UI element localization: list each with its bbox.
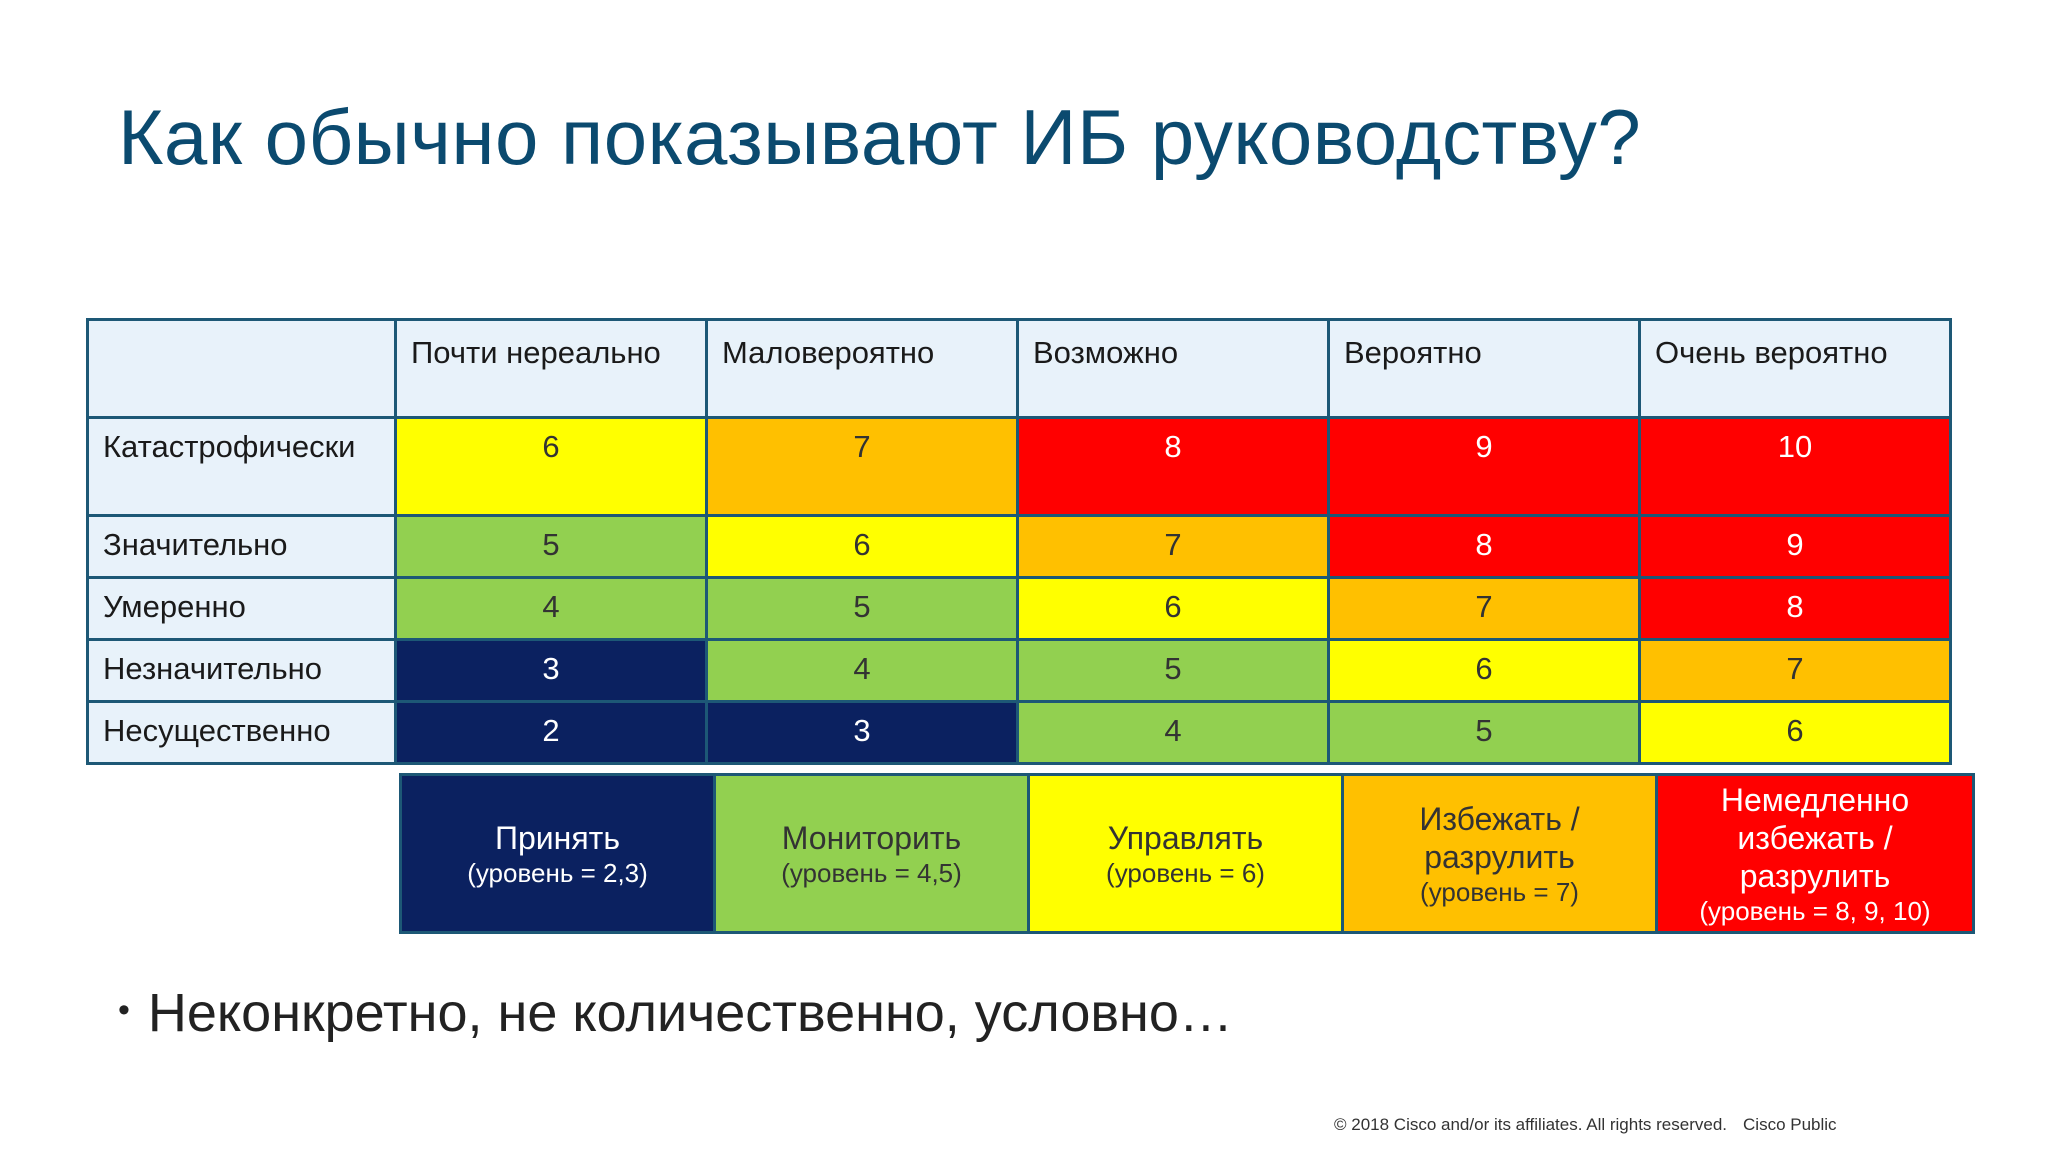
risk-cell: 7 — [1640, 640, 1951, 702]
matrix-row — [88, 516, 1951, 578]
column-header: Маловероятно — [707, 320, 1018, 418]
legend-label: Избежать / разрулить — [1419, 800, 1580, 875]
classification-text: Cisco Public — [1743, 1115, 1837, 1134]
legend-box-accept — [402, 776, 716, 931]
risk-cell: 6 — [1018, 578, 1329, 640]
risk-cell: 8 — [1640, 578, 1951, 640]
matrix-row — [88, 418, 1951, 516]
risk-matrix — [86, 318, 1952, 765]
risk-cell: 5 — [1018, 640, 1329, 702]
risk-cell: 3 — [707, 702, 1018, 764]
risk-cell: 6 — [1640, 702, 1951, 764]
matrix-corner — [88, 320, 396, 418]
legend-label: Немедленно избежать / разрулить — [1720, 781, 1910, 894]
bullet-text: Неконкретно, не количественно, условно… — [147, 983, 1233, 1043]
risk-cell: 4 — [1018, 702, 1329, 764]
matrix-row — [88, 578, 1951, 640]
row-label: Умеренно — [88, 578, 396, 640]
risk-cell: 7 — [1018, 516, 1329, 578]
column-header: Возможно — [1018, 320, 1329, 418]
risk-cell: 7 — [707, 418, 1018, 516]
copyright-text: © 2018 Cisco and/or its affiliates. All rights reserved. — [1334, 1115, 1728, 1134]
risk-cell: 9 — [1329, 418, 1640, 516]
legend-label: Принять — [495, 819, 620, 856]
risk-cell: 6 — [707, 516, 1018, 578]
risk-level-legend — [399, 773, 1975, 934]
legend-box-avoid — [1344, 776, 1658, 931]
risk-cell: 4 — [707, 640, 1018, 702]
legend-box-urgent — [1658, 776, 1972, 931]
legend-label: Мониторить — [781, 819, 962, 856]
risk-cell: 6 — [1329, 640, 1640, 702]
column-header: Вероятно — [1329, 320, 1640, 418]
row-label: Несущественно — [88, 702, 396, 764]
legend-label: Управлять — [1107, 819, 1264, 856]
footer — [1334, 1115, 1853, 1135]
risk-cell: 7 — [1329, 578, 1640, 640]
legend-box-manage — [1030, 776, 1344, 931]
column-header: Очень вероятно — [1640, 320, 1951, 418]
risk-cell: 8 — [1329, 516, 1640, 578]
slide-title: Как обычно показывают ИБ руководству? — [118, 93, 1642, 181]
legend-level: (уровень = 7) — [1420, 876, 1579, 907]
matrix-header-row — [88, 320, 1951, 418]
legend-box-monitor — [716, 776, 1030, 931]
risk-cell: 5 — [707, 578, 1018, 640]
row-label: Значительно — [88, 516, 396, 578]
risk-cell: 4 — [396, 578, 707, 640]
bullet-icon: • — [118, 991, 130, 1030]
column-header: Почти нереально — [396, 320, 707, 418]
risk-cell: 5 — [1329, 702, 1640, 764]
risk-cell: 6 — [396, 418, 707, 516]
legend-level: (уровень = 8, 9, 10) — [1699, 895, 1931, 926]
matrix-row — [88, 640, 1951, 702]
risk-cell: 10 — [1640, 418, 1951, 516]
legend-level: (уровень = 4,5) — [781, 857, 962, 888]
legend-level: (уровень = 6) — [1106, 857, 1265, 888]
risk-cell: 3 — [396, 640, 707, 702]
risk-cell: 5 — [396, 516, 707, 578]
bullet-point — [118, 982, 1233, 1044]
risk-cell: 2 — [396, 702, 707, 764]
row-label: Катастрофически — [88, 418, 396, 516]
matrix-row — [88, 702, 1951, 764]
risk-cell: 9 — [1640, 516, 1951, 578]
row-label: Незначительно — [88, 640, 396, 702]
legend-level: (уровень = 2,3) — [467, 857, 648, 888]
risk-cell: 8 — [1018, 418, 1329, 516]
